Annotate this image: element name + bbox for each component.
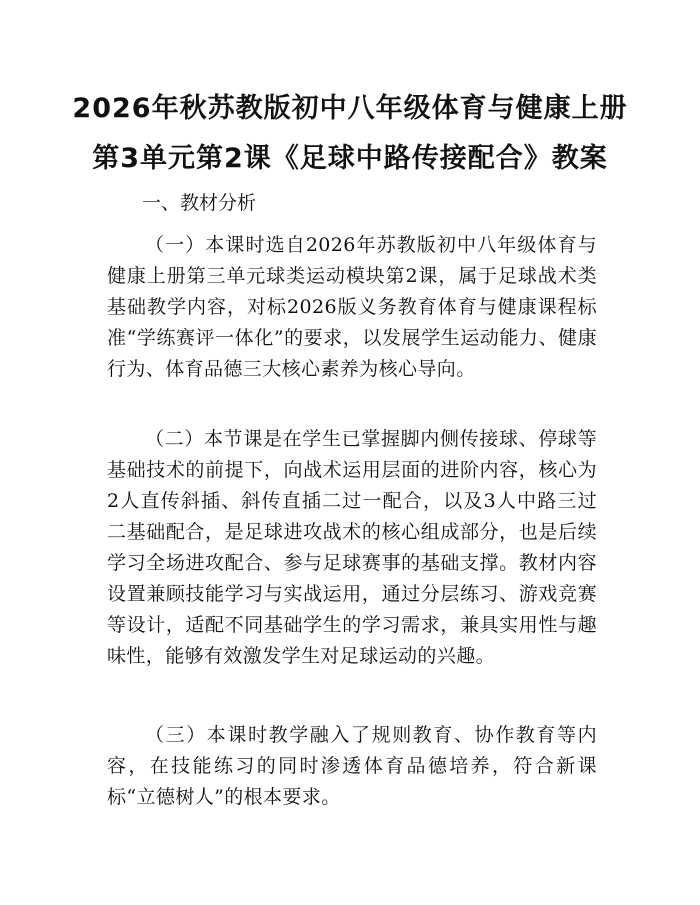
paragraph-3: （三）本课时教学融入了规则教育、协作教育等内容，在技能练习的同时渗透体育品德培养，符合新课标“立德树人”的根本要求。 [107,724,597,808]
document-title-line-1: 2026年秋苏教版初中八年级体育与健康上册 [72,93,628,124]
paragraph-1: （一）本课时选自2026年苏教版初中八年级体育与健康上册第三单元球类运动模块第2课，属于足球战术类基础教学内容，对标2026版义务教育体育与健康课程标准“学练赛评一体化”的要求，以发展学生运动能力、健康行为、体育品德三大核心素养为核心导向。 [107,234,597,380]
document-title-line-2: 第3单元第2课《足球中路传接配合》教案 [92,143,608,174]
section-heading: 一、教材分析 [142,192,257,214]
paragraph-2: （二）本节课是在学生已掌握脚内侧传接球、停球等基础技术的前提下，向战术运用层面的进阶内容，核心为2人直传斜插、斜传直插二过一配合，以及3人中路三过二基础配合，是足球进攻战术的核心组成部分，也是后续学习全场进攻配合、参与足球赛事的基础支撑。教材内容设置兼顾技能学习与实战运用，通过分层练习、游戏竞赛等设计，适配不同基础学生的学习需求，兼具实用性与趣味性，能够有效激发学生对足球运动的兴趣。 [107,428,597,667]
